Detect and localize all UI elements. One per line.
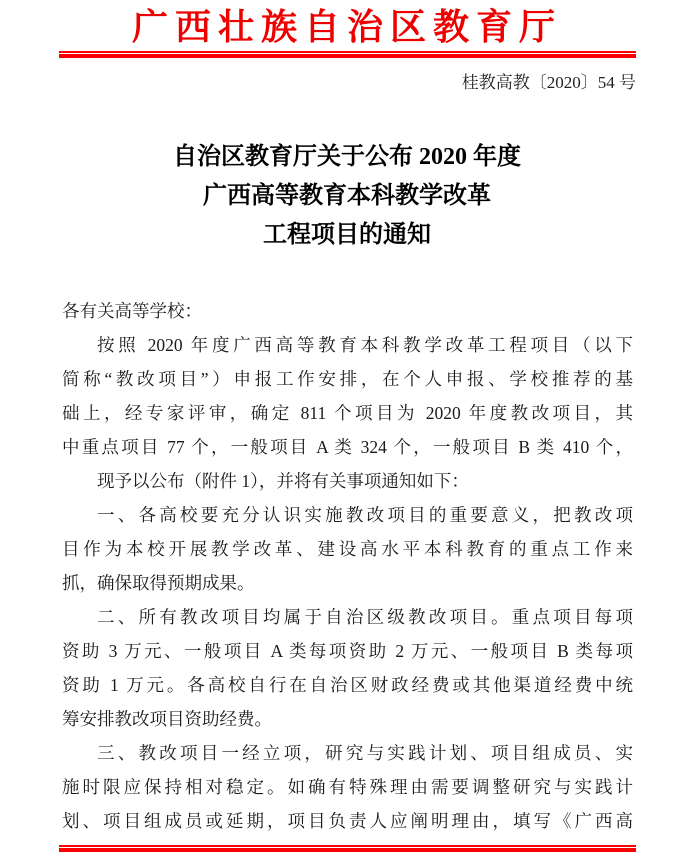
footer-rule-thick-line — [59, 848, 636, 852]
body-line: 简称“教改项目”）申报工作安排，在个人申报、学校推荐的基 — [62, 369, 633, 389]
body-line: 中重点项目 77 个，一般项目 A 类 324 个，一般项目 B 类 410 个， — [62, 437, 633, 457]
document-title — [0, 138, 694, 255]
body-line: 三、教改项目一经立项，研究与实践计划、项目组成员、实 — [97, 743, 633, 763]
body-line: 施时限应保持相对稳定。如确有特殊理由需要调整研究与实践计 — [62, 777, 633, 797]
body-line: 抓，确保取得预期成果。 — [62, 573, 255, 593]
letterhead-rule — [59, 51, 636, 58]
body-line: 资助 1 万元。各高校自行在自治区财政经费或其他渠道经费中统 — [62, 675, 633, 695]
title-line-1: 自治区教育厅关于公布 2020 年度 — [173, 144, 521, 170]
letterhead-rule-thick-line — [59, 54, 636, 58]
body-line: 按照 2020 年度广西高等教育本科教学改革工程项目（以下 — [97, 335, 633, 355]
body-line: 现予以公布（附件 1），并将有关事项通知如下： — [97, 471, 469, 491]
document-number: 桂教高教〔2020〕54 号 — [461, 73, 636, 92]
title-line-2: 广西高等教育本科教学改革 — [203, 183, 491, 209]
salutation-line: 各有关高等学校： — [62, 301, 202, 321]
body-line: 二、所有教改项目均属于自治区级教改项目。重点项目每项 — [97, 607, 633, 627]
body-line: 一、各高校要充分认识实施教改项目的重要意义，把教改项 — [97, 505, 633, 525]
letterhead-org-name: 广西壮族自治区教育厅 — [131, 7, 562, 47]
title-line-3: 工程项目的通知 — [263, 222, 431, 248]
body-line: 划、项目组成员或延期，项目负责人应阐明理由，填写《广西高 — [62, 811, 633, 831]
body-line: 资助 3 万元、一般项目 A 类每项资助 2 万元、一般项目 B 类每项 — [62, 641, 633, 661]
body-line: 筹安排教改项目资助经费。 — [62, 709, 272, 729]
document-body — [62, 294, 633, 838]
page-footer-rule — [59, 845, 636, 852]
body-line: 础上，经专家评审，确定 811 个项目为 2020 年度教改项目，其 — [62, 403, 633, 423]
body-line: 目作为本校开展教学改革、建设高水平本科教育的重点工作来 — [62, 539, 633, 559]
